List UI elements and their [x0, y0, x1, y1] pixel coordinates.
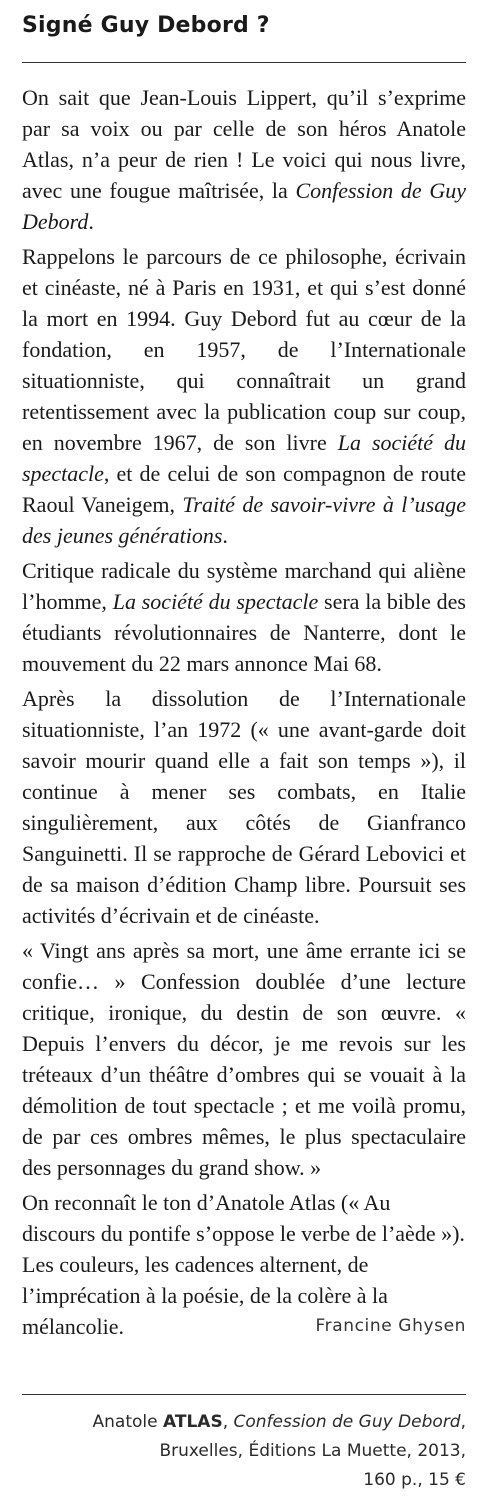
- paragraph-2-middle: , et de celui de son compagnon de route Raoul Vaneigem,: [22, 461, 466, 517]
- paragraph-3: [22, 555, 466, 679]
- paragraph-5: « Vingt ans après sa mort, une âme errante ici se confie… » Confession doublée d’une lecture critique, ironique, du destin de son œuvre. « Depuis l’envers du décor, je me revois sur les tréteaux d’un théâtre d’ombres qui se vouait à la démolition de tout spectacle ; et me voilà promu, de par ces ombres mêmes, le plus spectaculaire des personnages du grand show. »: [22, 938, 466, 1180]
- bibliographic-reference: [22, 1408, 466, 1495]
- book-title-italic: La société du spectacle: [22, 430, 466, 486]
- paragraph-1-end: .: [88, 209, 94, 234]
- paragraph-2-end: .: [222, 523, 228, 548]
- paragraph-6-text: On reconnaît le ton d’Anatole Atlas (« Au discours du pontife s’oppose le verbe de l’aède »). Les couleurs, les cadences alternent, de l’imprécation à la poésie, de la colère à la mélancolie.: [22, 1190, 465, 1339]
- bib-book-title: Confession de Guy Debord: [233, 1412, 461, 1432]
- paragraph-2: [22, 241, 466, 551]
- bottom-divider: [22, 1394, 466, 1395]
- bib-line-1: [22, 1408, 466, 1437]
- paragraph-3-text: Critique radicale du système marchand qui aliène l’homme,: [22, 558, 466, 614]
- paragraph-2-text: Rappelons le parcours de ce philosophe, écrivain et cinéaste, né à Paris en 1931, et qui s’est donné la mort en 1994. Guy Debord fut au cœur de la fondation, en 1957, de l’Internationale situationniste, qui connaîtrait un grand retentissement avec la publication coup sur coup, en novembre 1967, de son livre: [22, 244, 466, 455]
- page-title: Signé Guy Debord ?: [22, 13, 270, 38]
- paragraph-1-text: On sait que Jean-Louis Lippert, qu’il s’exprime par sa voix ou par celle de son héros Anatole Atlas, n’a peur de rien ! Le voici qui nous livre, avec une fougue maîtrisée, la: [22, 85, 466, 203]
- book-title-italic: La société du spectacle: [112, 589, 319, 614]
- bib-author-first: Anatole: [92, 1412, 164, 1432]
- bib-author-last: ATLAS: [163, 1412, 223, 1432]
- bib-separator: ,: [222, 1412, 234, 1432]
- book-title-italic: Confession de Guy Debord: [22, 178, 466, 234]
- bib-comma: ,: [460, 1412, 466, 1432]
- bib-details: 160 p., 15 €: [363, 1470, 466, 1490]
- top-divider: [22, 62, 466, 63]
- paragraph-1: [22, 82, 466, 237]
- paragraph-4: Après la dissolution de l’Internationale situationniste, l’an 1972 (« une avant-garde doit savoir mourir quand elle a fait son temps »), il continue à mener ses combats, en Italie singulièrement, aux côtés de Gianfranco Sanguinetti. Il se rapproche de Gérard Lebovici et de sa maison d’édition Champ libre. Poursuit ses activités d’écrivain et de cinéaste.: [22, 686, 466, 928]
- author-signature: Francine Ghysen: [315, 1316, 466, 1336]
- paragraph-6: [22, 1187, 466, 1342]
- paragraph-3-end: sera la bible des étudiants révolutionnaires de Nanterre, dont le mouvement du 22 mars annonce Mai 68.: [22, 589, 466, 676]
- review-article: [22, 82, 466, 1346]
- book-title-italic: Traité de savoir-vivre à l’usage des jeunes générations: [22, 492, 467, 548]
- bib-publisher: Bruxelles, Éditions La Muette, 2013,: [159, 1441, 466, 1461]
